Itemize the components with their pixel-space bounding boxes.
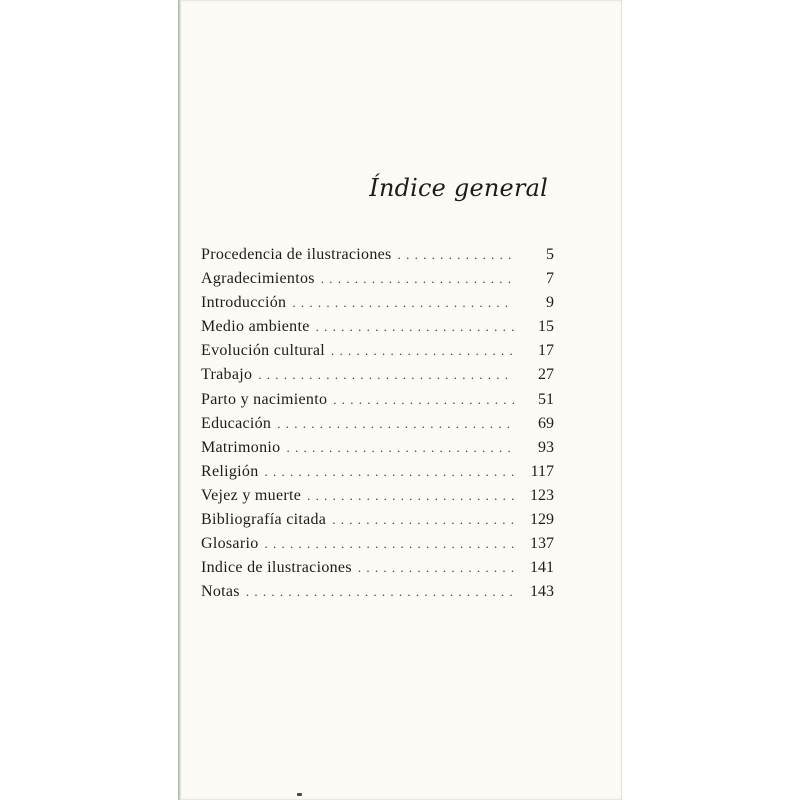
toc-entry — [201, 294, 554, 318]
dot-leader — [333, 392, 514, 408]
toc-entry-label: Evolución cultural — [201, 342, 326, 360]
toc-entry-label: Vejez y muerte — [201, 486, 302, 504]
dot-leader — [246, 584, 514, 600]
toc-entry-page-number: 51 — [538, 390, 554, 408]
dot-leader — [331, 343, 514, 359]
dot-leader — [258, 367, 514, 383]
toc-entry-page-number: 123 — [530, 486, 554, 504]
dot-leader — [332, 512, 514, 528]
toc-entry-label: Religión — [201, 462, 259, 480]
toc-entry-label: Procedencia de ilustraciones — [201, 246, 392, 263]
dot-leader — [265, 464, 514, 480]
page-title: Índice general — [369, 174, 548, 202]
toc-entry-label: Bibliografía citada — [201, 511, 327, 529]
printer-mark — [297, 793, 302, 796]
dot-leader — [265, 536, 514, 552]
toc-entry-label: Glosario — [201, 535, 259, 553]
toc-entry-label: Parto y nacimiento — [201, 390, 328, 408]
toc-entry-page-number: 93 — [538, 438, 554, 456]
toc-entry-page-number: 7 — [546, 270, 554, 288]
toc-entry — [201, 511, 554, 535]
toc-entry — [201, 415, 554, 439]
dot-leader — [358, 560, 514, 576]
toc-entry — [201, 463, 554, 487]
toc-entry — [201, 583, 554, 607]
toc-entry — [201, 439, 554, 463]
dot-leader — [277, 416, 514, 432]
toc-entry — [201, 535, 554, 559]
toc-entry — [201, 342, 554, 366]
toc-entry-page-number: 5 — [546, 246, 554, 263]
page-edge — [178, 0, 181, 800]
toc-entry-page-number: 17 — [538, 342, 554, 360]
dot-leader — [316, 319, 514, 335]
toc-entry-page-number: 117 — [530, 462, 554, 480]
toc-entry-label: Agradecimientos — [201, 270, 315, 288]
toc-entry — [201, 318, 554, 342]
dot-leader — [321, 271, 514, 287]
toc-entry-page-number: 143 — [530, 583, 554, 601]
toc-entry-page-number: 69 — [538, 414, 554, 432]
toc-entry-label: Notas — [201, 583, 240, 601]
toc-entry — [201, 559, 554, 583]
toc-entry-label: Introducción — [201, 294, 287, 312]
table-of-contents — [201, 246, 554, 607]
toc-entry-page-number: 15 — [538, 318, 554, 336]
dot-leader — [286, 440, 514, 456]
toc-entry — [201, 246, 554, 270]
toc-entry-label: Matrimonio — [201, 438, 281, 456]
toc-entry-label: Indice de ilustraciones — [201, 559, 352, 577]
toc-entry — [201, 487, 554, 511]
toc-entry-page-number: 137 — [530, 535, 554, 553]
dot-leader — [398, 247, 514, 263]
toc-entry-page-number: 27 — [538, 366, 554, 384]
toc-entry — [201, 391, 554, 415]
toc-entry-label: Medio ambiente — [201, 318, 310, 336]
toc-entry-label: Educación — [201, 414, 272, 432]
dot-leader — [292, 295, 514, 311]
dot-leader — [307, 488, 514, 504]
toc-entry-label: Trabajo — [201, 366, 253, 384]
toc-entry-page-number: 9 — [546, 294, 554, 312]
toc-entry-page-number: 141 — [530, 559, 554, 577]
toc-entry — [201, 366, 554, 390]
toc-entry — [201, 270, 554, 294]
toc-entry-page-number: 129 — [530, 511, 554, 529]
